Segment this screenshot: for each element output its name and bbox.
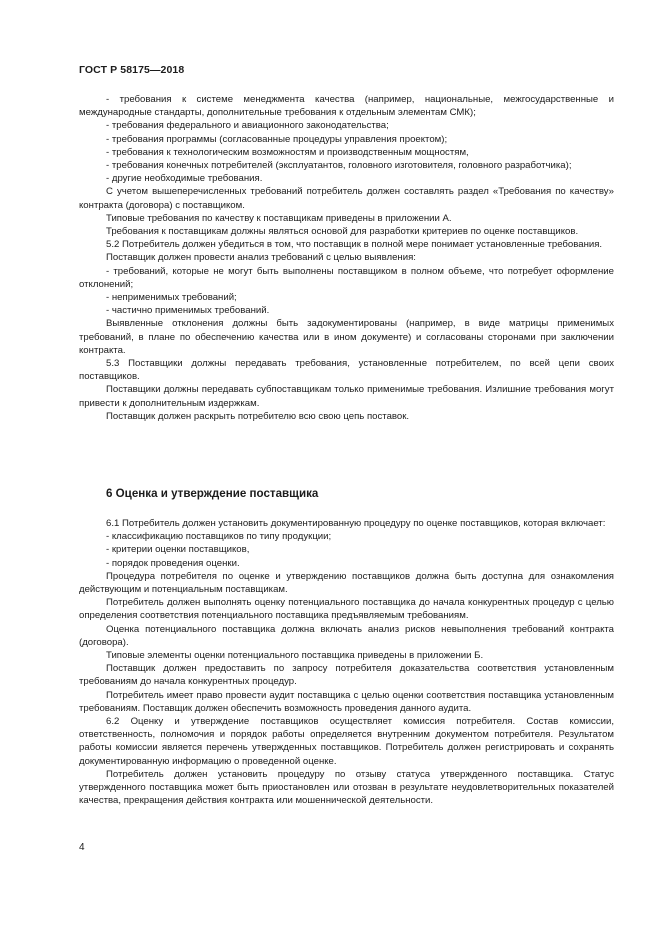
paragraph: Поставщик должен предоставить по запросу потребителя доказательства соответствия установленным требованиям до начала конкурентных процедур. [79,663,614,688]
paragraph: Выявленные отклонения должны быть задокументированы (например, в виде матрицы применимых требований, в плане по обеспечению качества или в ином документе) и согласованы сторонами при заключении контракта. [79,318,614,356]
paragraph: - требования к технологическим возможностям и производственным мощностям, [106,146,469,158]
paragraph: Потребитель должен установить процедуру по отзыву статуса утвержденного поставщика. Статус утвержденного поставщика может быть приостановлен или отозван в результате неудовлетворительных показателей качества, прекращения действия контракта или мошеннической деятельности. [79,768,614,807]
paragraph: Требования к поставщикам должны являться основой для разработки критериев по оценке поставщиков. [106,226,579,238]
paragraph: 5.3 Поставщики должны передавать требования, установленные потребителем, по всей цепи своих поставщиков. [79,358,614,383]
paragraph: - другие необходимые требования. [106,173,263,185]
paragraph: С учетом вышеперечисленных требований потребитель должен составлять раздел «Требования по качеству» контракта (договора) с поставщиком. [79,186,614,211]
paragraph: Типовые требования по качеству к поставщикам приведены в приложении А. [106,212,452,224]
paragraph: - требования к системе менеджмента качества (например, национальные, межгосударственные и международные стандарты, дополнительные требования к отдельным элементам СМК); [79,94,614,119]
paragraph: 5.2 Потребитель должен убедиться в том, что поставщик в полной мере понимает установленные требования. [106,239,603,251]
paragraph: - критерии оценки поставщиков, [106,544,250,556]
paragraph: Типовые элементы оценки потенциального поставщика приведены в приложении Б. [106,650,484,662]
paragraph: - требования федерального и авиационного законодательства; [106,120,389,132]
page-number: 4 [79,842,85,853]
paragraph: Потребитель должен выполнять оценку потенциального поставщика до начала конкурентных процедур с целью определения соответствия потенциального поставщика предъявляемым требованиям. [79,597,614,622]
paragraph: - частично применимых требований. [106,305,270,317]
paragraph: - неприменимых требований; [106,292,237,304]
paragraph: Потребитель имеет право провести аудит поставщика с целью оценки соответствия поставщика установленным требованиям. Поставщик должен обеспечить возможность проведения данного аудита. [79,689,614,714]
paragraph: - требования программы (согласованные процедуры управления проектом); [106,133,448,145]
paragraph: - порядок проведения оценки. [106,557,240,569]
section-6-body [79,517,614,807]
paragraph: 6.1 Потребитель должен установить документированную процедуру по оценке поставщиков, которая включает: [106,518,606,529]
paragraph: 6.2 Оценку и утверждение поставщиков осуществляет комиссия потребителя. Состав комиссии, ответственность, полномочия и порядок работы определяется внутренним документом потребителя. Результатом работы комиссии является перечень утвержденных поставщиков. Потребитель должен регистрировать и сохранять документированную информацию о проведенной оценке. [79,716,614,767]
paragraph: - требований, которые не могут быть выполнены поставщиком в полном объеме, что потребует оформление отклонений; [79,265,614,290]
paragraph: Поставщик должен раскрыть потребителю всю свою цепь поставок. [106,410,410,422]
document-header: ГОСТ Р 58175—2018 [79,64,185,76]
paragraph: Поставщики должны передавать субпоставщикам только применимые требования. Излишние требования могут привести к дополнительным издержкам. [79,384,614,409]
paragraph: - требования конечных потребителей (эксплуатантов, головного изготовителя, головного разработчика); [106,160,572,172]
paragraph: - классификацию поставщиков по типу продукции; [106,531,332,543]
paragraph: Поставщик должен провести анализ требований с целью выявления: [106,252,416,264]
section-6-heading: 6 Оценка и утверждение поставщика [106,487,319,500]
paragraph: Оценка потенциального поставщика должна включать анализ рисков невыполнения требований контракта (договора). [79,623,614,648]
section-5-continued [79,93,614,423]
paragraph: Процедура потребителя по оценке и утверждению поставщиков должна быть доступна для ознакомления действующим и потенциальным поставщикам. [79,570,614,596]
